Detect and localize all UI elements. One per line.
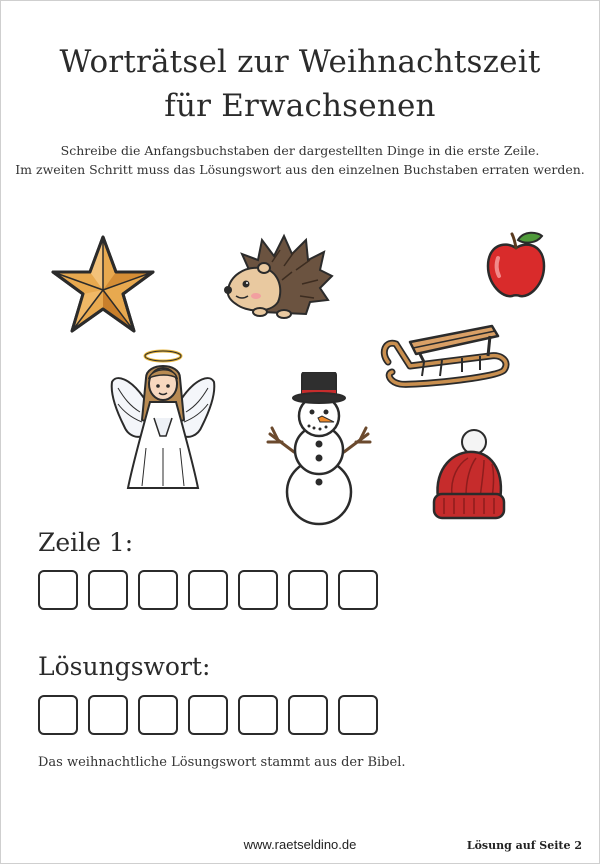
sled-icon [380, 322, 514, 394]
letter-box[interactable] [238, 570, 278, 610]
solution-box[interactable] [138, 695, 178, 735]
solution-box[interactable] [238, 695, 278, 735]
row1-label: Zeile 1: [38, 528, 134, 557]
solution-box[interactable] [38, 695, 78, 735]
footer-url[interactable]: www.raetseldino.de [243, 837, 357, 852]
letter-box[interactable] [338, 570, 378, 610]
wool-hat-icon [430, 428, 506, 522]
row1-boxes [38, 570, 378, 610]
row2-label: Lösungswort: [38, 652, 211, 681]
angel-icon [110, 348, 216, 494]
solution-hint: Das weihnachtliche Lösungswort stammt aus der Bibel. [38, 755, 406, 770]
letter-box[interactable] [288, 570, 328, 610]
letter-box[interactable] [88, 570, 128, 610]
page-subtitle: für Erwachsenen [164, 88, 436, 124]
solution-box[interactable] [288, 695, 328, 735]
solution-box[interactable] [88, 695, 128, 735]
instruction-line-1: Schreibe die Anfangsbuchstaben der dargestellten Dinge in die erste Zeile. [60, 143, 540, 158]
page-title: Worträtsel zur Weihnachtszeit [59, 44, 541, 80]
row2-boxes [38, 695, 378, 735]
snowman-icon [264, 372, 374, 526]
letter-box[interactable] [38, 570, 78, 610]
letter-box[interactable] [188, 570, 228, 610]
solution-box[interactable] [338, 695, 378, 735]
star-icon [50, 234, 156, 336]
footer-solution-note: Lösung auf Seite 2 [466, 839, 582, 852]
hedgehog-icon [222, 232, 334, 320]
solution-box[interactable] [188, 695, 228, 735]
apple-icon [484, 230, 548, 300]
instruction-line-2: Im zweiten Schritt muss das Lösungswort aus den einzelnen Buchstaben erraten werden. [15, 162, 585, 177]
letter-box[interactable] [138, 570, 178, 610]
